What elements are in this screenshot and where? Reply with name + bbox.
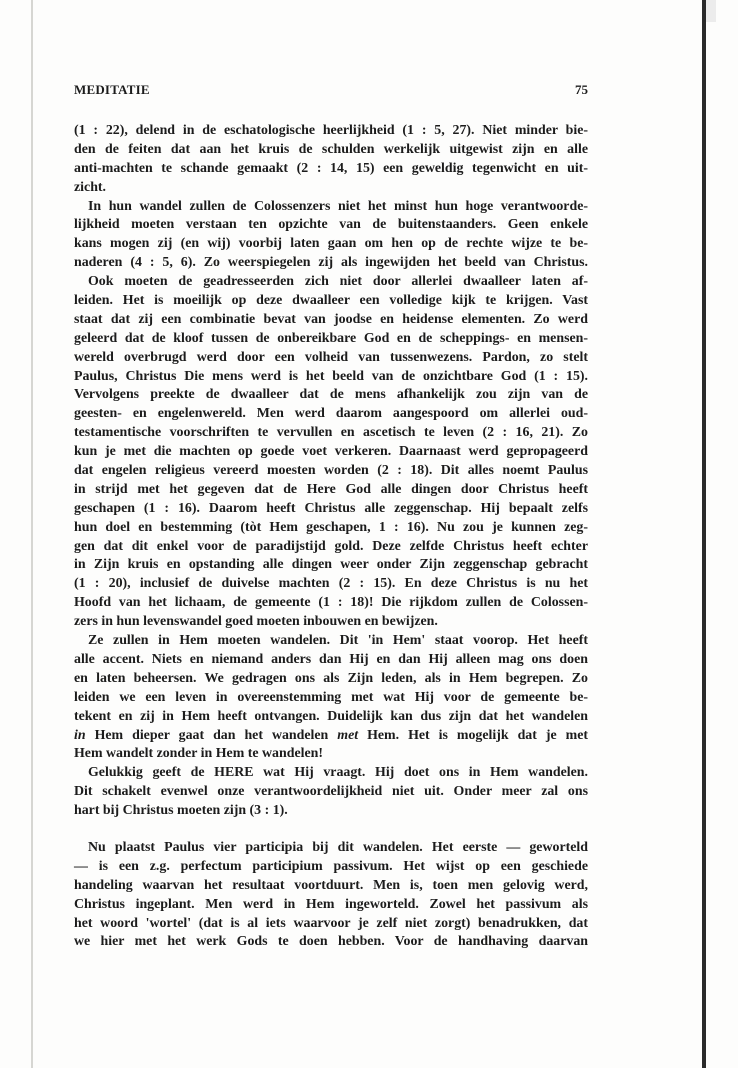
text-line: leiden we een leven in overeenstemming met wat Hij voor de gemeente be- bbox=[74, 689, 588, 705]
emphasis: in bbox=[74, 727, 86, 743]
body-text bbox=[74, 122, 588, 952]
text-line: we hier met het werk Gods te doen hebben. Voor de handhaving daarvan bbox=[74, 934, 588, 950]
page-header bbox=[74, 82, 588, 102]
text-line: Vervolgens preekte de dwaalleer dat de mens afhankelijk zou zijn van de bbox=[74, 387, 588, 403]
page-number: 75 bbox=[575, 82, 588, 97]
text-line bbox=[74, 727, 588, 746]
text-line: alle accent. Niets en niemand anders dan Hij en dan Hij alleen mag ons doen bbox=[74, 651, 588, 667]
text-line: en laten beheersen. We gedragen ons als Zijn leden, als in Hem begrepen. Zo bbox=[74, 670, 588, 686]
emphasis: met bbox=[337, 727, 359, 743]
text-line: Ook moeten de geadresseerden zich niet door allerlei dwaalleer laten af- bbox=[88, 274, 588, 290]
text-line: In hun wandel zullen de Colossenzers niet het minst hun hoge verantwoorde- bbox=[88, 198, 588, 214]
page-right-edge bbox=[702, 0, 706, 1068]
text-line: in strijd met het gegeven dat de Here God alle dingen door Christus heeft bbox=[74, 481, 588, 497]
text-line: kun je met die machten op goede voet verkeren. Daarnaast werd gepropageerd bbox=[74, 444, 588, 460]
text-line: naderen (4 : 5, 6). Zo weerspiegelen zij als ingewijden het beeld van Christus. bbox=[74, 255, 588, 271]
text-line: Hem wandelt zonder in Hem te wandelen! bbox=[74, 746, 323, 762]
text-line: zers in hun levenswandel goed moeten inbouwen en bewijzen. bbox=[74, 614, 438, 630]
text-line: gen dat dit enkel voor de paradijstijd gold. Deze zelfde Christus heeft echter bbox=[74, 538, 588, 554]
text-line: — is een z.g. perfectum participium passivum. Het wijst op een geschiede bbox=[74, 858, 588, 874]
section-gap bbox=[74, 821, 588, 839]
text-line: zicht. bbox=[74, 179, 107, 195]
scan-corner bbox=[706, 0, 716, 22]
page-left-edge bbox=[31, 0, 33, 1068]
text-line: hun doel en bestemming (tòt Hem geschapen, 1 : 16). Nu zou je kunnen zeg- bbox=[74, 519, 588, 535]
text-line: (1 : 20), inclusief de duivelse machten (2 : 15). En deze Christus is nu het bbox=[74, 576, 588, 592]
text-line: (1 : 22), delend in de eschatologische heerlijkheid (1 : 5, 27). Niet minder bie- bbox=[74, 123, 588, 138]
text-line: Christus ingeplant. Men werd in Hem ingeworteld. Zowel het passivum als bbox=[74, 896, 588, 912]
text-line: Gelukkig geeft de HERE wat Hij vraagt. Hij doet ons in Hem wandelen. bbox=[88, 765, 588, 781]
text-line: Hoofd van het lichaam, de gemeente (1 : 18)! Die rijkdom zullen de Colossen- bbox=[74, 595, 588, 611]
text-line: staat dat zij een combinatie bevat van joodse en heidense elementen. Zo werd bbox=[74, 311, 588, 327]
text-line: testamentische voorschriften te vervullen en ascetisch te leven (2 : 16, 21). Zo bbox=[74, 425, 588, 441]
text-line: geleerd dat de kloof tussen de onbereikbare God en de scheppings- en mensen- bbox=[74, 330, 588, 346]
text-line: handeling waarvan het resultaat voortduurt. Men is, toen men gelovig werd, bbox=[74, 877, 588, 893]
text-line: Dit schakelt evenwel onze verantwoordelijkheid niet uit. Onder meer zal ons bbox=[74, 784, 588, 800]
text-line: hart bij Christus moeten zijn (3 : 1). bbox=[74, 803, 288, 819]
text-line: in Zijn kruis en opstanding alle dingen weer onder Zijn zeggenschap gebracht bbox=[74, 557, 588, 573]
text-line: lijkheid moeten verstaan ten opzichte van de buitenstaanders. Geen enkele bbox=[74, 217, 588, 233]
text-line: Nu plaatst Paulus vier participia bij dit wandelen. Het eerste — geworteld bbox=[88, 839, 588, 855]
running-head: MEDITATIE bbox=[74, 82, 150, 97]
text-line: het woord 'wortel' (dat is al iets waarvoor je zelf niet zorgt) benadrukken, dat bbox=[74, 915, 588, 931]
text-line: anti-machten te schande gemaakt (2 : 14, 15) een geweldig tegenwicht en uit- bbox=[74, 160, 588, 176]
text-line: wereld overbrugd werd door een volheid van tussenwezens. Pardon, zo stelt bbox=[74, 349, 588, 365]
text-line: geesten- en engelenwereld. Men werd daarom aangespoord om allerlei oud- bbox=[74, 406, 588, 422]
text-line: dat engelen religieus vereerd moesten worden (2 : 18). Dit alles noemt Paulus bbox=[74, 463, 588, 479]
text-line: den de feiten dat aan het kruis de schulden werkelijk uitgewist zijn en alle bbox=[74, 141, 588, 157]
text-run: Hem dieper gaat dan het wandelen bbox=[85, 727, 338, 743]
text-line: Paulus, Christus Die mens werd is het beeld van de onzichtbare God (1 : 15). bbox=[74, 368, 588, 384]
text-line: Ze zullen in Hem moeten wandelen. Dit 'in Hem' staat voorop. Het heeft bbox=[88, 633, 588, 649]
text-line: leiden. Het is moeilijk op deze dwaalleer een volledige kijk te krijgen. Vast bbox=[74, 293, 588, 309]
text-line: tekent en zij in Hem heeft ontvangen. Duidelijk kan dus zijn dat het wandelen bbox=[74, 708, 588, 724]
text-line: geschapen (1 : 16). Daarom heeft Christus alle zeggenschap. Hij bepaalt zelfs bbox=[74, 500, 588, 516]
text-run: Hem. Het is mogelijk dat je met bbox=[358, 727, 588, 743]
text-line: kans mogen zij (en wij) voorbij laten gaan om hen op de rechte wijze te be- bbox=[74, 236, 588, 252]
